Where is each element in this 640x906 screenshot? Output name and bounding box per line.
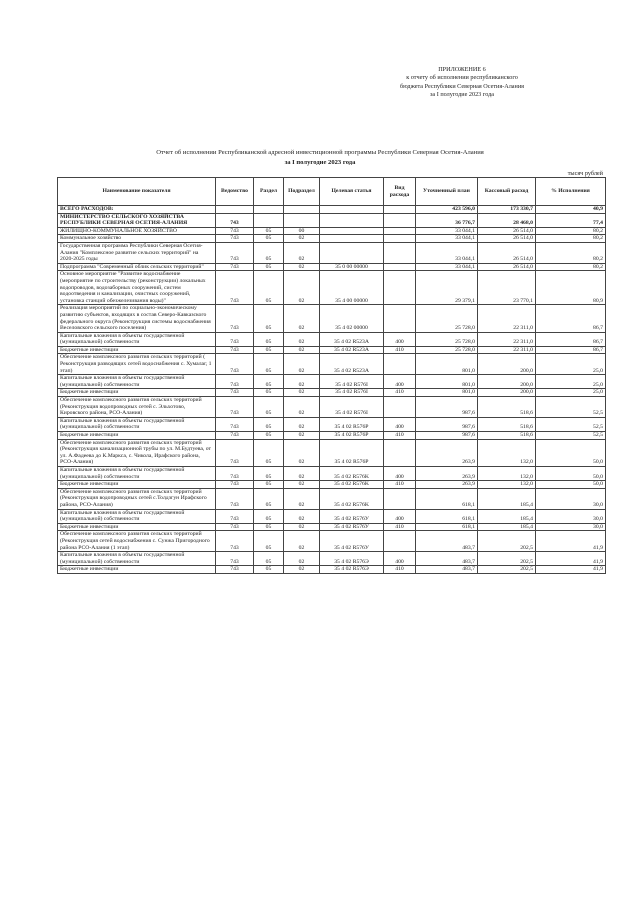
row-pct: 25,0 <box>536 375 606 389</box>
table-row <box>58 305 606 332</box>
row-pct: 80,2 <box>536 227 606 235</box>
row-pct: 30,0 <box>536 523 606 531</box>
row-name: ЖИЛИЩНО-КОММУНАЛЬНОЕ ХОЗЯЙСТВО <box>58 227 216 235</box>
row-target: 35 4 02 R576K <box>320 488 384 509</box>
header-plan: Уточненный план <box>416 178 478 206</box>
row-section: 05 <box>254 227 284 235</box>
row-name: Коммунальное хозяйство <box>58 235 216 243</box>
row-name: МИНИСТЕРСТВО СЕЛЬСКОГО ХОЗЯЙСТВА РЕСПУБЛИКИ СЕВЕРНАЯ ОСЕТИЯ-АЛАНИЯ <box>58 213 216 227</box>
row-dept: 743 <box>216 523 254 531</box>
row-name: Бюджетные инвестиции <box>58 566 216 574</box>
row-name: ВСЕГО РАСХОДОВ: <box>58 206 216 214</box>
row-pct: 50,0 <box>536 439 606 466</box>
row-pct: 80,2 <box>536 235 606 243</box>
row-target: 35 4 02 R576K <box>320 466 384 480</box>
row-cash: 518,6 <box>478 397 536 418</box>
row-dept: 743 <box>216 242 254 263</box>
header-subsection: Подраздел <box>284 178 320 206</box>
row-dept: 743 <box>216 466 254 480</box>
row-exptype <box>384 263 416 271</box>
row-cash: 26 514,0 <box>478 242 536 263</box>
row-target: 35 4 02 R576K <box>320 481 384 489</box>
table-row <box>58 271 606 305</box>
row-section: 05 <box>254 466 284 480</box>
row-subsection: 02 <box>284 354 320 375</box>
row-pct: 80,2 <box>536 242 606 263</box>
header-pct: % Исполнения <box>536 178 606 206</box>
table-row <box>58 481 606 489</box>
row-cash: 200,0 <box>478 389 536 397</box>
row-plan: 423 596,0 <box>416 206 478 214</box>
row-exptype <box>384 531 416 552</box>
row-section: 05 <box>254 375 284 389</box>
row-target: 35 4 02 R523A <box>320 346 384 354</box>
row-dept: 743 <box>216 375 254 389</box>
row-pct: 41,9 <box>536 552 606 566</box>
row-cash: 173 330,7 <box>478 206 536 214</box>
table-row <box>58 375 606 389</box>
row-subsection: 02 <box>284 305 320 332</box>
row-exptype: 400 <box>384 509 416 523</box>
row-section: 05 <box>254 346 284 354</box>
row-cash: 22 311,0 <box>478 346 536 354</box>
row-plan: 33 044,1 <box>416 263 478 271</box>
row-subsection: 02 <box>284 466 320 480</box>
row-subsection: 00 <box>284 227 320 235</box>
row-name: Реализация мероприятий по социально-экономическому развитию субъектов, входящих в состав Северо-Кавказского федерального округа (Реконструкция системы водоснабжения Веселовского сельского поселения) <box>58 305 216 332</box>
row-target: 35 4 02 R576Э <box>320 552 384 566</box>
row-dept: 743 <box>216 417 254 431</box>
row-cash: 200,0 <box>478 375 536 389</box>
row-exptype: 400 <box>384 552 416 566</box>
row-target <box>320 213 384 227</box>
row-subsection: 02 <box>284 481 320 489</box>
row-dept: 743 <box>216 332 254 346</box>
table-row <box>58 488 606 509</box>
table-row <box>58 531 606 552</box>
row-subsection: 02 <box>284 271 320 305</box>
investment-table <box>57 177 606 574</box>
row-plan: 33 044,1 <box>416 242 478 263</box>
table-row <box>58 509 606 523</box>
table-row <box>58 466 606 480</box>
row-pct: 80,2 <box>536 263 606 271</box>
appendix-line-1: ПРИЛОЖЕНИЕ 6 <box>438 66 486 73</box>
row-name: Бюджетные инвестиции <box>58 389 216 397</box>
row-section: 05 <box>254 432 284 440</box>
table-row <box>58 432 606 440</box>
header-exptype: Вид расхода <box>384 178 416 206</box>
row-subsection: 02 <box>284 397 320 418</box>
row-name: Подпрограмма "Современный облик сельских территорий" <box>58 263 216 271</box>
row-exptype: 410 <box>384 389 416 397</box>
row-cash: 23 770,1 <box>478 271 536 305</box>
row-dept: 743 <box>216 531 254 552</box>
row-target: 35 4 02 R576P <box>320 417 384 431</box>
row-exptype <box>384 439 416 466</box>
row-section: 05 <box>254 488 284 509</box>
table-row <box>58 523 606 531</box>
row-plan: 801,0 <box>416 389 478 397</box>
row-exptype: 410 <box>384 432 416 440</box>
row-target: 35 4 02 R576Э <box>320 566 384 574</box>
row-dept: 743 <box>216 389 254 397</box>
header-section: Раздел <box>254 178 284 206</box>
row-name: Бюджетные инвестиции <box>58 346 216 354</box>
row-subsection <box>284 206 320 214</box>
row-exptype <box>384 305 416 332</box>
row-section: 05 <box>254 305 284 332</box>
row-pct: 52,5 <box>536 432 606 440</box>
row-dept: 743 <box>216 488 254 509</box>
row-cash: 518,6 <box>478 432 536 440</box>
row-dept: 743 <box>216 439 254 466</box>
row-dept: 743 <box>216 263 254 271</box>
row-target: 35 4 02 R576I <box>320 389 384 397</box>
row-subsection: 02 <box>284 263 320 271</box>
row-plan: 33 044,1 <box>416 235 478 243</box>
appendix-line-3: бюджета Республики Северная Осетия-Алания <box>399 82 525 90</box>
row-name: Бюджетные инвестиции <box>58 481 216 489</box>
row-exptype <box>384 488 416 509</box>
row-subsection: 02 <box>284 566 320 574</box>
row-target <box>320 242 384 263</box>
row-dept: 743 <box>216 481 254 489</box>
row-section: 05 <box>254 242 284 263</box>
row-exptype <box>384 213 416 227</box>
row-section: 05 <box>254 481 284 489</box>
row-pct: 25,0 <box>536 389 606 397</box>
row-name: Обеспечение комплексного развития сельских территорий (Реконструкция канализационной трубы по ул. М.Будтуева, от ул. А.Фадеева до К.Маркса, с. Чикола, Ирафского района, РСО-Алания) <box>58 439 216 466</box>
appendix-note <box>362 66 562 100</box>
row-subsection <box>284 213 320 227</box>
table-row <box>58 242 606 263</box>
header-name: Наименование показателя <box>58 178 216 206</box>
row-dept: 743 <box>216 271 254 305</box>
header-cash: Кассовый расход <box>478 178 536 206</box>
row-pct: 86,7 <box>536 332 606 346</box>
row-target <box>320 227 384 235</box>
row-subsection: 02 <box>284 552 320 566</box>
row-exptype: 410 <box>384 346 416 354</box>
row-exptype <box>384 206 416 214</box>
table-row <box>58 235 606 243</box>
row-pct: 41,9 <box>536 531 606 552</box>
row-pct: 86,7 <box>536 305 606 332</box>
row-target: 35 4 02 R523A <box>320 332 384 346</box>
row-name: Бюджетные инвестиции <box>58 432 216 440</box>
row-name: Бюджетные инвестиции <box>58 523 216 531</box>
row-plan: 25 728,0 <box>416 305 478 332</box>
table-row <box>58 439 606 466</box>
row-pct: 52,5 <box>536 397 606 418</box>
row-section: 05 <box>254 552 284 566</box>
row-subsection: 02 <box>284 375 320 389</box>
row-exptype <box>384 354 416 375</box>
row-exptype <box>384 242 416 263</box>
row-name: Обеспечение комплексного развития сельских территорий ( Реконструкция разводящих сетей водоснабжения с. Хумалаг, 1 этап) <box>58 354 216 375</box>
report-period: за I полугодие 2023 года <box>284 159 356 166</box>
table-body <box>58 206 606 574</box>
row-pct: 52,5 <box>536 417 606 431</box>
report-title: Отчет об исполнении Республиканской адресной инвестиционной программы Республики Северная Осетия-Алания <box>156 149 484 156</box>
row-section: 05 <box>254 509 284 523</box>
row-cash: 202,5 <box>478 552 536 566</box>
row-name: Основное мероприятие "Развитие водоснабжение (мероприятие по строительству (реконструкции) локальных водопроводов, водозаборных сооружений, систем водоотведения и канализации, очистных сооружений, установка станций обезжелезивания воды)" <box>58 271 216 305</box>
row-plan: 263,9 <box>416 466 478 480</box>
row-name: Капитальные вложения в объекты государственной (муниципальной) собственности <box>58 417 216 431</box>
row-plan: 263,9 <box>416 439 478 466</box>
row-exptype: 400 <box>384 466 416 480</box>
row-exptype <box>384 235 416 243</box>
row-pct: 30,0 <box>536 488 606 509</box>
row-name: Капитальные вложения в объекты государственной (муниципальной) собственности <box>58 375 216 389</box>
row-section: 05 <box>254 235 284 243</box>
row-subsection: 02 <box>284 242 320 263</box>
appendix-line-2: к отчету об исполнении республиканского <box>406 74 518 82</box>
row-pct: 50,0 <box>536 481 606 489</box>
row-exptype <box>384 271 416 305</box>
row-exptype: 410 <box>384 566 416 574</box>
row-target: 35 4 02 R523A <box>320 354 384 375</box>
table-row <box>58 552 606 566</box>
row-subsection: 02 <box>284 417 320 431</box>
table-row <box>58 206 606 214</box>
row-name: Обеспечение комплексного развития сельских территорий (Реконструкция водопроводных сетей с. Эльхотово, Кировского района, РСО-Алания) <box>58 397 216 418</box>
row-plan: 25 728,0 <box>416 346 478 354</box>
row-section: 05 <box>254 417 284 431</box>
row-pct: 40,9 <box>536 206 606 214</box>
row-subsection: 02 <box>284 523 320 531</box>
row-section: 05 <box>254 389 284 397</box>
row-cash: 185,4 <box>478 509 536 523</box>
row-plan: 987,6 <box>416 397 478 418</box>
table-row <box>58 332 606 346</box>
row-target: 35 0 00 00000 <box>320 263 384 271</box>
row-section: 05 <box>254 332 284 346</box>
row-subsection: 02 <box>284 439 320 466</box>
row-pct: 25,0 <box>536 354 606 375</box>
row-name: Обеспечение комплексного развития сельских территорий (Реконструкция водопроводных сетей с.Толдзгун Ирафского района, РСО-Алания) <box>58 488 216 509</box>
row-plan: 801,0 <box>416 375 478 389</box>
row-dept: 743 <box>216 227 254 235</box>
row-name: Капитальные вложения в объекты государственной (муниципальной) собственности <box>58 552 216 566</box>
row-exptype: 410 <box>384 481 416 489</box>
row-section: 05 <box>254 531 284 552</box>
row-name: Капитальные вложения в объекты государственной (муниципальной) собственности <box>58 332 216 346</box>
row-cash: 518,6 <box>478 417 536 431</box>
row-exptype: 400 <box>384 417 416 431</box>
row-cash: 185,4 <box>478 488 536 509</box>
row-cash: 132,0 <box>478 466 536 480</box>
row-plan: 36 776,7 <box>416 213 478 227</box>
row-name: Государственная программа Республики Северная Осетия-Алания "Комплексное развитие сельских территорий" на 2020-2025 годы <box>58 242 216 263</box>
row-dept: 743 <box>216 432 254 440</box>
row-section: 05 <box>254 397 284 418</box>
row-section: 05 <box>254 271 284 305</box>
row-plan: 29 379,1 <box>416 271 478 305</box>
row-section <box>254 206 284 214</box>
row-dept: 743 <box>216 509 254 523</box>
row-dept: 743 <box>216 397 254 418</box>
row-pct: 86,7 <box>536 346 606 354</box>
row-subsection: 02 <box>284 432 320 440</box>
row-section: 05 <box>254 263 284 271</box>
row-subsection: 02 <box>284 488 320 509</box>
row-plan: 263,9 <box>416 481 478 489</box>
row-dept: 743 <box>216 305 254 332</box>
row-section: 05 <box>254 354 284 375</box>
table-row <box>58 263 606 271</box>
row-plan: 618,1 <box>416 523 478 531</box>
row-section <box>254 213 284 227</box>
row-pct: 80,9 <box>536 271 606 305</box>
row-target: 35 4 02 00000 <box>320 305 384 332</box>
row-name: Обеспечение комплексного развития сельских территорий (Реконструкция сетей водоснабжения с. Сунжа Пригородного района РСО-Алания (1 этап) <box>58 531 216 552</box>
table-row <box>58 354 606 375</box>
row-plan: 987,6 <box>416 417 478 431</box>
row-target: 35 4 02 R576I <box>320 375 384 389</box>
row-target: 35 4 02 R576P <box>320 432 384 440</box>
row-cash: 132,0 <box>478 481 536 489</box>
row-plan: 25 728,0 <box>416 332 478 346</box>
row-dept: 743 <box>216 346 254 354</box>
row-plan: 987,6 <box>416 432 478 440</box>
row-dept: 743 <box>216 552 254 566</box>
row-subsection: 02 <box>284 332 320 346</box>
row-target: 35 4 02 R576P <box>320 439 384 466</box>
row-cash: 26 514,0 <box>478 235 536 243</box>
row-exptype: 400 <box>384 332 416 346</box>
row-cash: 22 311,0 <box>478 305 536 332</box>
row-dept: 743 <box>216 213 254 227</box>
row-pct: 30,0 <box>536 509 606 523</box>
row-target: 35 4 02 R576I <box>320 397 384 418</box>
row-cash: 28 468,0 <box>478 213 536 227</box>
units-label: тысяч рублей <box>567 170 603 177</box>
row-name: Капитальные вложения в объекты государственной (муниципальной) собственности <box>58 509 216 523</box>
row-target: 35 4 02 R576У <box>320 531 384 552</box>
row-subsection: 02 <box>284 346 320 354</box>
header-dept: Ведомство <box>216 178 254 206</box>
row-section: 05 <box>254 523 284 531</box>
row-cash: 185,4 <box>478 523 536 531</box>
row-pct: 50,0 <box>536 466 606 480</box>
table-row <box>58 566 606 574</box>
row-plan: 483,7 <box>416 531 478 552</box>
table-row <box>58 346 606 354</box>
table-header-row <box>58 178 606 206</box>
row-plan: 483,7 <box>416 552 478 566</box>
row-cash: 202,5 <box>478 566 536 574</box>
row-exptype: 400 <box>384 375 416 389</box>
table-row <box>58 417 606 431</box>
row-cash: 26 514,0 <box>478 263 536 271</box>
row-cash: 22 311,0 <box>478 332 536 346</box>
row-target: 35 4 02 R576У <box>320 523 384 531</box>
row-plan: 618,1 <box>416 509 478 523</box>
row-cash: 132,0 <box>478 439 536 466</box>
row-subsection: 02 <box>284 509 320 523</box>
appendix-line-4: за I полугодие 2023 года <box>429 91 494 99</box>
row-cash: 26 514,0 <box>478 227 536 235</box>
row-target: 35 4 00 00000 <box>320 271 384 305</box>
row-exptype <box>384 227 416 235</box>
row-target <box>320 206 384 214</box>
row-dept <box>216 206 254 214</box>
table-row <box>58 213 606 227</box>
row-pct: 77,4 <box>536 213 606 227</box>
header-target: Целевая статья <box>320 178 384 206</box>
row-dept: 743 <box>216 354 254 375</box>
row-plan: 33 044,1 <box>416 227 478 235</box>
row-subsection: 02 <box>284 531 320 552</box>
row-section: 05 <box>254 439 284 466</box>
row-section: 05 <box>254 566 284 574</box>
table-row <box>58 227 606 235</box>
row-plan: 483,7 <box>416 566 478 574</box>
row-plan: 801,0 <box>416 354 478 375</box>
row-target <box>320 235 384 243</box>
row-exptype <box>384 397 416 418</box>
row-plan: 618,1 <box>416 488 478 509</box>
row-exptype: 410 <box>384 523 416 531</box>
table-row <box>58 389 606 397</box>
row-subsection: 02 <box>284 389 320 397</box>
row-dept: 743 <box>216 235 254 243</box>
row-pct: 41,9 <box>536 566 606 574</box>
row-target: 35 4 02 R576У <box>320 509 384 523</box>
row-cash: 202,5 <box>478 531 536 552</box>
row-name: Капитальные вложения в объекты государственной (муниципальной) собственности <box>58 466 216 480</box>
row-cash: 200,0 <box>478 354 536 375</box>
row-subsection: 02 <box>284 235 320 243</box>
table-row <box>58 397 606 418</box>
row-dept: 743 <box>216 566 254 574</box>
